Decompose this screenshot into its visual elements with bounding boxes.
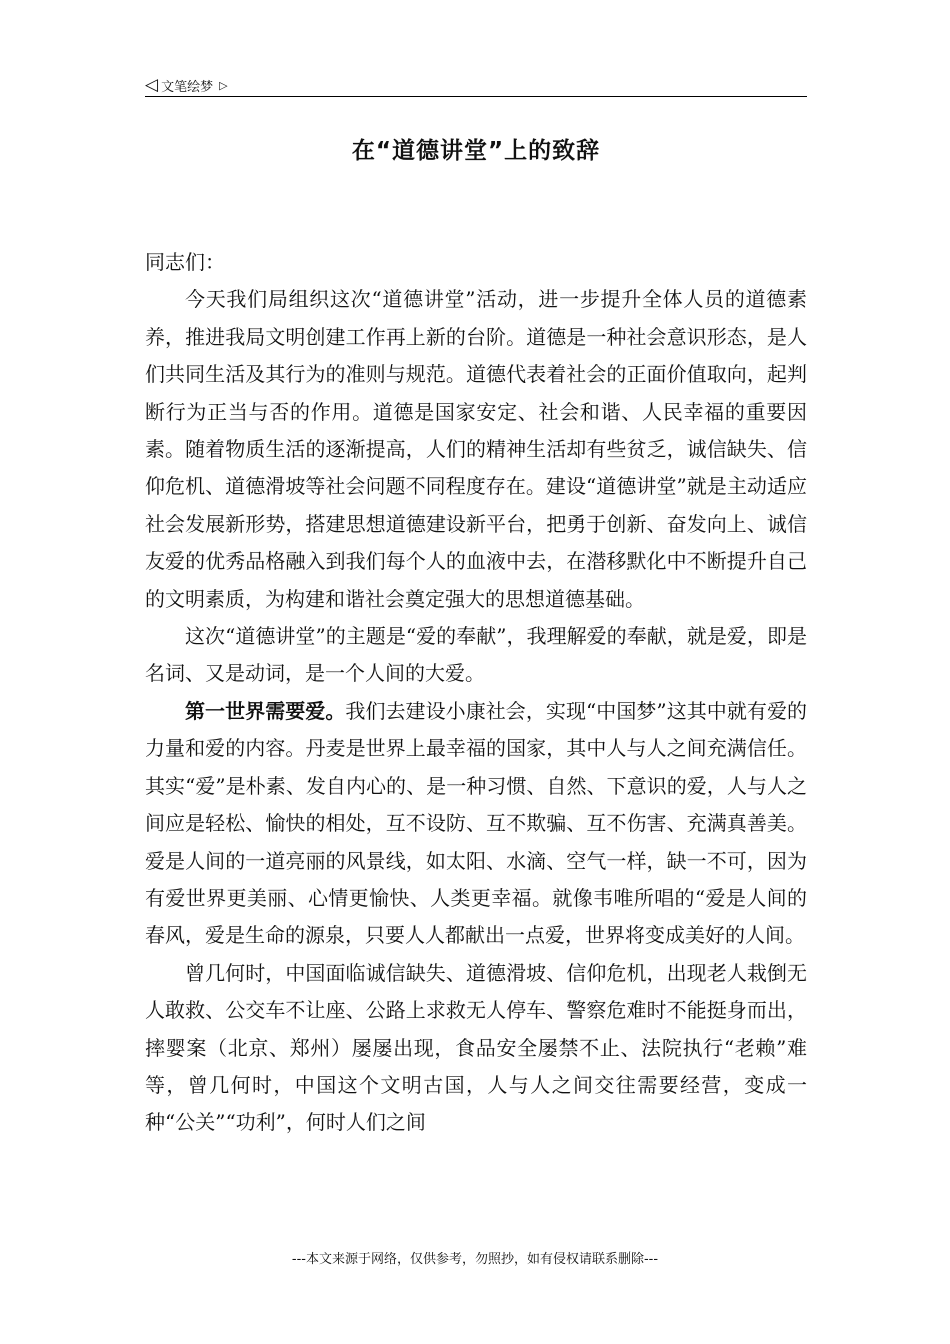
paragraph-1: 今天我们局组织这次“道德讲堂”活动，进一步提升全体人员的道德素养，推进我局文明创建工作再上新的台阶。道德是一种社会意识形态，是人们共同生活及其行为的准则与规范。道德代表着社会的正面价值取向，起判断行为正当与否的作用。道德是国家安定、社会和谐、人民幸福的重要因素。随着物质生活的逐渐提高，人们的精神生活却有些贫乏，诚信缺失、信仰危机、道德滑坡等社会问题不同程度存在。建设“道德讲堂”就是主动适应社会发展新形势，搭建思想道德建设新平台，把勇于创新、奋发向上、诚信友爱的优秀品格融入到我们每个人的血液中去，在潜移默化中不断提升自己的文明素质，为构建和谐社会奠定强大的思想道德基础。 [145,287,807,611]
paragraph-3-lead: 第一世界需要爱。 [185,698,346,723]
paragraph-3 [145,693,807,955]
paragraph-4: 曾几何时，中国面临诚信缺失、道德滑坡、信仰危机，出现老人栽倒无人敢救、公交车不让座、公路上求救无人停车、警察危难时不能挺身而出，摔婴案（北京、郑州）屡屡出现，食品安全屡禁不止、法院执行“老赖”难等，曾几何时，中国这个文明古国，人与人之间交往需要经营，变成一种“公关”“功利”，何时人们之间 [145,960,807,1135]
right-triangle-icon: ▷ [219,78,228,92]
document-body [145,244,807,1142]
brand-label: 文笔绘梦 [161,79,214,95]
document-title: 在“道德讲堂”上的致辞 [351,138,601,164]
left-triangle-icon: ◁ [145,74,159,95]
salutation: 同志们： [145,250,225,274]
footer-disclaimer: ---本文来源于网络，仅供参考，勿照抄，如有侵权请联系删除--- [291,1252,659,1267]
page-header [145,74,807,97]
paragraph-2: 这次“道德讲堂”的主题是“爱的奉献”，我理解爱的奉献，就是爱，即是名词、又是动词，是一个人间的大爱。 [145,624,807,686]
paragraph-3-text: 我们去建设小康社会，实现“中国梦”这其中就有爱的力量和爱的内容。丹麦是世界上最幸福的国家，其中人与人之间充满信任。其实“爱”是朴素、发自内心的、是一种习惯、自然、下意识的爱，人与人之间应是轻松、愉快的相处，互不设防、互不欺骗、互不伤害、充满真善美。爱是人间的一道亮丽的风景线，如太阳、水滴、空气一样，缺一不可，因为有爱世界更美丽、心情更愉快、人类更幸福。就像韦唯所唱的“爱是人间的春风，爱是生命的源泉，只要人人都献出一点爱，世界将变成美好的人间。 [145,698,808,948]
brand [145,74,228,96]
